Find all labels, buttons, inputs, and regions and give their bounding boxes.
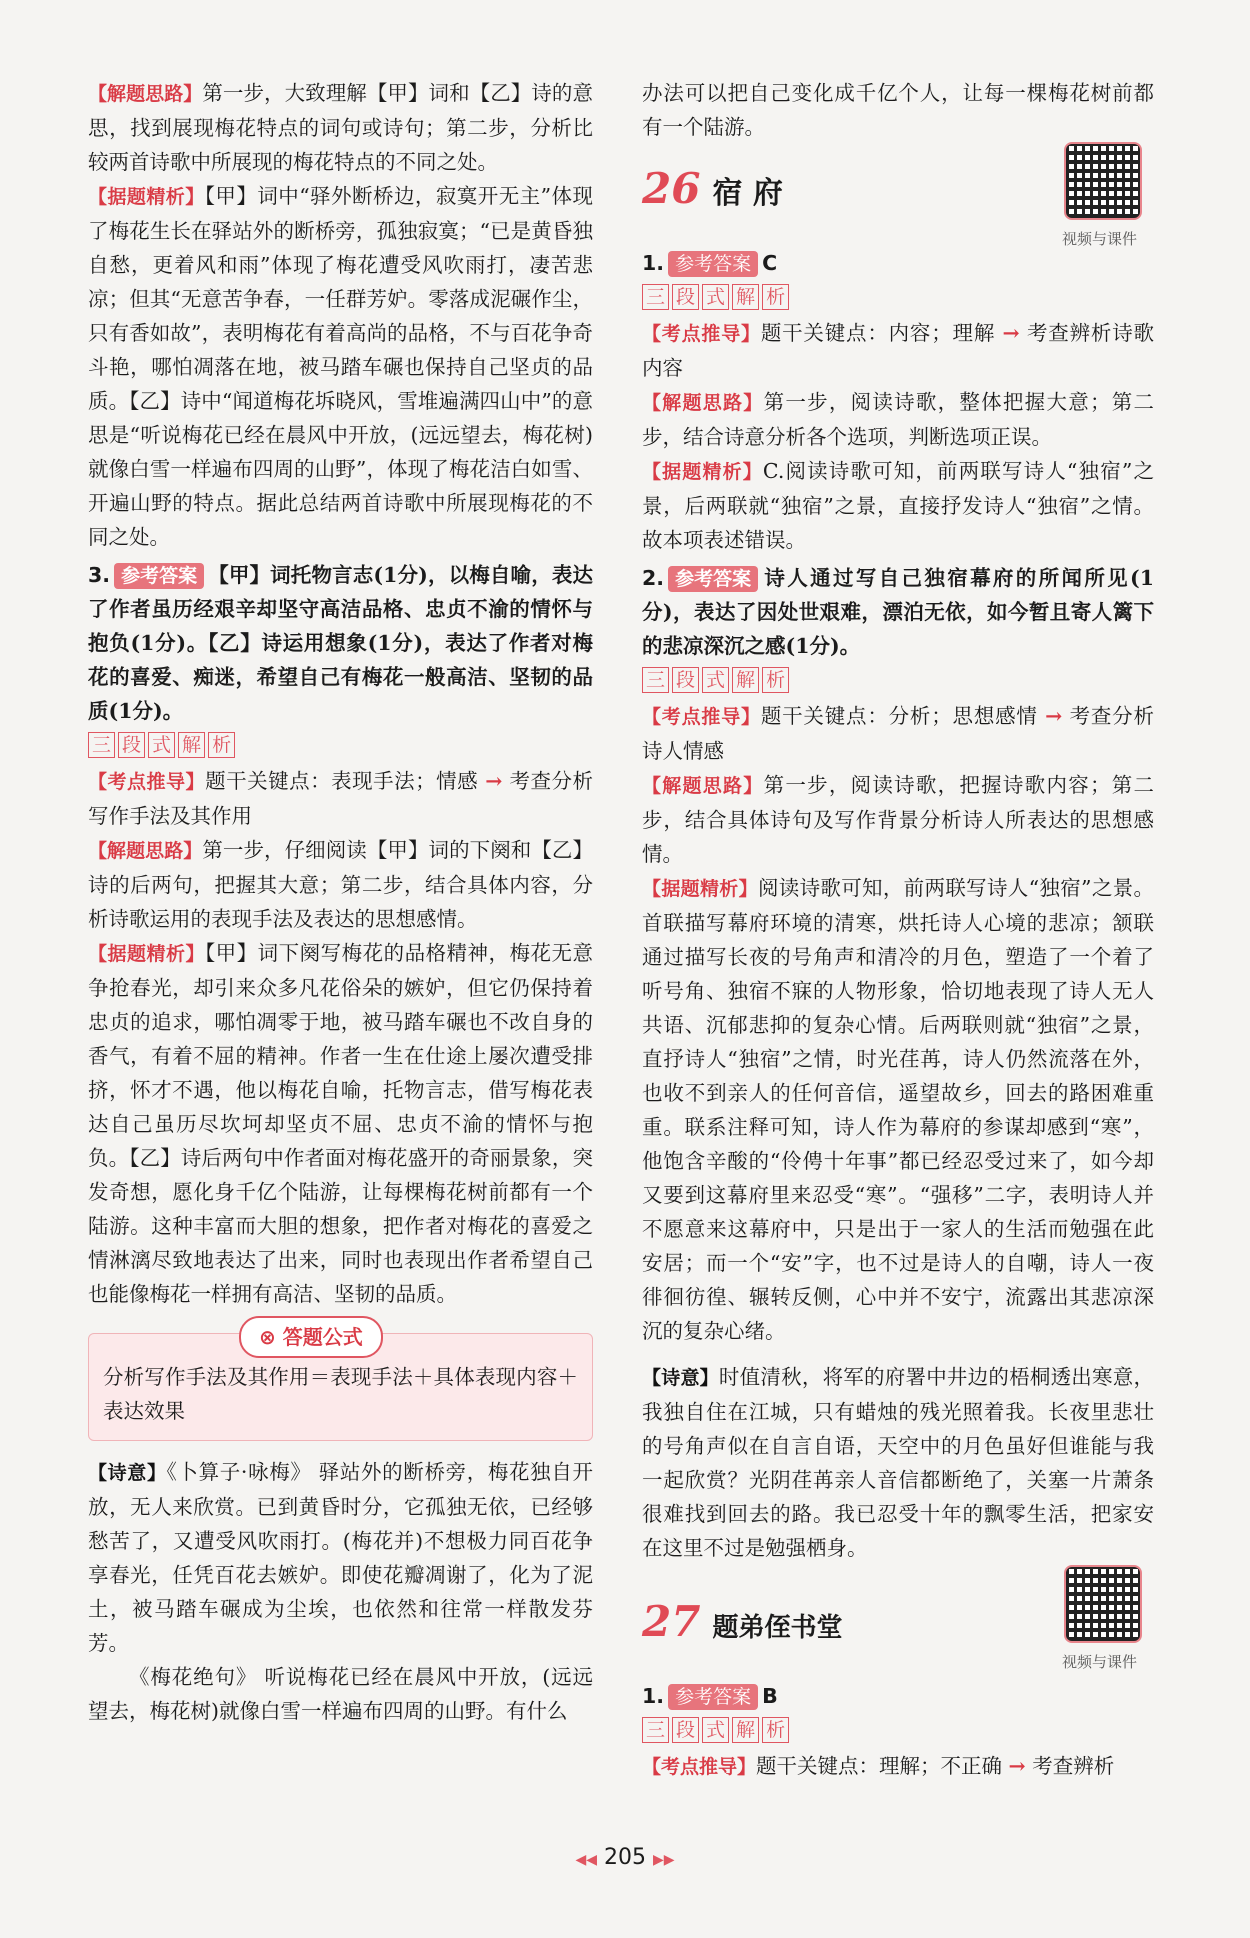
para	[88, 76, 593, 179]
section-number: 26	[642, 164, 701, 213]
answer-value: B	[762, 1684, 778, 1708]
char: 三	[642, 1717, 669, 1743]
text: 第一步，阅读诗歌，把握诗歌内容；第二步，结合具体诗句及写作背景分析诗人所表达的思想感情。	[642, 773, 1154, 866]
formula-text: 分析写作手法及其作用＝表现手法＋具体表现内容＋表达效果	[103, 1365, 578, 1423]
label: 【考点推导】	[642, 706, 761, 728]
text: 题干关键点：表现手法；情感	[205, 769, 479, 793]
right-column	[642, 76, 1154, 1784]
section-27-title	[642, 1597, 1154, 1679]
answer-text: 【甲】词托物言志(1分)，以梅自喻，表达了作者虽历经艰辛却坚守高洁品格、忠贞不渝的情怀与抱负(1分)。【乙】诗运用想象(1分)，表达了作者对梅花的喜爱、痴迷，希望自己有梅花一般高洁、坚韧的品质(1分)。	[88, 563, 593, 723]
para	[642, 316, 1154, 385]
question-number: 1.	[642, 1684, 665, 1708]
char: 段	[672, 1717, 699, 1743]
answer-badge: 参考答案	[668, 251, 758, 277]
char: 三	[642, 667, 669, 693]
three-step-label	[642, 667, 1154, 693]
left-column	[88, 76, 593, 1728]
label: 【诗意】	[642, 1367, 719, 1389]
para	[88, 833, 593, 936]
formula-header: ⊗ 答题公式	[239, 1316, 383, 1358]
answer-badge: 参考答案	[114, 563, 204, 589]
answer-badge: 参考答案	[668, 566, 758, 592]
char: 解	[732, 667, 759, 693]
para	[642, 385, 1154, 454]
next-arrow-icon: ▶▶	[653, 1852, 675, 1868]
section-title: 题弟侄书堂	[712, 1613, 843, 1643]
label: 【诗意】	[88, 1462, 167, 1484]
char: 析	[762, 667, 789, 693]
char: 式	[702, 284, 729, 310]
para	[642, 768, 1154, 871]
answer-badge: 参考答案	[668, 1684, 758, 1710]
para	[642, 871, 1154, 1348]
char: 式	[702, 667, 729, 693]
char: 式	[702, 1717, 729, 1743]
text: 时值清秋，将军的府署中井边的梧桐透出寒意，我独自住在江城，只有蜡烛的残光照着我。长夜里悲壮的号角声似在自言自语，天空中的月色虽好但谁能与我一起欣赏？光阴荏苒亲人音信都断绝了，关塞一片萧条很难找到回去的路。我已忍受十年的飘零生活，把家安在这里不过是勉强栖身。	[642, 1365, 1154, 1560]
text: 考查分析写作手法及其作用	[88, 769, 593, 828]
label: 【解题思路】	[88, 840, 203, 862]
label: 【据题精析】	[88, 186, 205, 208]
char: 三	[642, 284, 669, 310]
text: 【甲】词中“驿外断桥边，寂寞开无主”体现了梅花生长在驿站外的断桥旁，孤独寂寞；“已是黄昏独自愁，更着风和雨”体现了梅花遭受风吹雨打，凄苦悲凉；但其“无意苦争春，一任群芳妒。零落成泥碾作尘，只有香如故”，表明梅花有着高尚的品格，不与百花争奇斗艳，哪怕凋落在地，被马踏车碾也保持自己坚贞的品质。【乙】诗中“闻道梅花坼晓风，雪堆遍满四山中”的意思是“听说梅花已经在晨风中开放，(远远望去，梅花树)就像白雪一样遍布四周的山野”，体现了梅花洁白如雪、开遍山野的特点。据此总结两首诗歌中所展现梅花的不同之处。	[88, 184, 593, 549]
text: 第一步，阅读诗歌，整体把握大意；第二步，结合诗意分析各个选项，判断选项正误。	[642, 390, 1154, 449]
char: 段	[118, 732, 145, 758]
three-step-label	[88, 732, 593, 758]
para	[88, 179, 593, 554]
formula-title: 答题公式	[282, 1325, 363, 1349]
label: 【考点推导】	[642, 1756, 757, 1778]
label: 【解题思路】	[642, 775, 764, 797]
text: 考查分析诗人情感	[642, 704, 1154, 763]
label: 【考点推导】	[642, 323, 761, 345]
label: 【据题精析】	[88, 943, 205, 965]
arrow-icon: →	[1045, 704, 1063, 728]
prev-arrow-icon: ◀◀	[575, 1852, 597, 1868]
text: C.阅读诗歌可知，前两联写诗人“独宿”之景，后两联就“独宿”之景，直接抒发诗人“独宿”之情。故本项表述错误。	[642, 459, 1154, 552]
section-26-title	[642, 164, 1154, 248]
para	[88, 764, 593, 833]
formula-box	[88, 1325, 593, 1441]
char: 三	[88, 732, 115, 758]
answer-text: 诗人通过写自己独宿幕府的所闻所见(1分)，表达了因处世艰难，漂泊无依，如今暂且寄人篱下的悲凉深沉之感(1分)。	[642, 566, 1154, 658]
qr-code-icon[interactable]	[1064, 1565, 1142, 1643]
char: 段	[672, 284, 699, 310]
answer-1	[642, 1679, 1154, 1713]
text: 阅读诗歌可知，前两联写诗人“独宿”之景。首联描写幕府环境的清寒，烘托诗人心境的悲凉；颔联通过描写长夜的号角声和清冷的月色，塑造了一个着了听号角、独宿不寐的人物形象，恰切地表现了诗人无人共语、沉郁悲抑的复杂心情。后两联则就“独宿”之景，直抒诗人“独宿”之情，时光荏苒，诗人仍然流落在外，也收不到亲人的任何音信，遥望故乡，回去的路困难重重。联系注释可知，诗人作为幕府的参谋却感到“寒”，他饱含辛酸的“伶俜十年事”都已经忍受过来了，如今却又要到这幕府里来忍受“寒”。“强移”二字，表明诗人并不愿意来这幕府中，只是出于一家人的生活而勉强在此安居；而一个“安”字，也不过是诗人的自嘲，诗人一夜徘徊彷徨、辗转反侧，心中并不安宁，流露出其悲凉深沉的复杂心绪。	[642, 876, 1154, 1343]
question-number: 1.	[642, 251, 665, 275]
para	[88, 1455, 593, 1660]
char: 析	[762, 284, 789, 310]
char: 析	[208, 732, 235, 758]
text: 第一步，大致理解【甲】词和【乙】诗的意思，找到展现梅花特点的词句或诗句；第二步，分析比较两首诗歌中所展现的梅花特点的不同之处。	[88, 81, 593, 174]
three-step-label	[642, 284, 1154, 310]
answer-2	[642, 561, 1154, 663]
label: 【解题思路】	[88, 83, 203, 105]
text: 第一步，仔细阅读【甲】词的下阕和【乙】诗的后两句，把握其大意；第二步，结合具体内容，分析诗歌运用的表现手法及表达的思想感情。	[88, 838, 593, 931]
text: 《卜算子·咏梅》 驿站外的断桥旁，梅花独自开放，无人来欣赏。已到黄昏时分，它孤独无依，已经够愁苦了，又遭受风吹雨打。(梅花并)不想极力同百花争享春光，任凭百花去嫉妒。即使花瓣凋谢了，化为了泥土，被马踏车碾成为尘埃，也依然和往常一样散发芬芳。	[88, 1460, 593, 1655]
three-step-label	[642, 1717, 1154, 1743]
text: 题干关键点：分析；思想感情	[760, 704, 1038, 728]
para	[642, 1749, 1154, 1784]
label: 【解题思路】	[642, 392, 764, 414]
text: 题干关键点：内容；理解	[760, 321, 996, 345]
para	[88, 936, 593, 1311]
text: 【甲】词下阕写梅花的品格精神，梅花无意争抢春光，却引来众多凡花俗朵的嫉妒，但它仍保持着忠贞的追求，哪怕凋零于地，被马踏车碾也不改自身的香气，有着不屈的精神。作者一生在仕途上屡次遭受排挤，怀才不遇，他以梅花自喻，托物言志，借写梅花表达自己虽历尽坎坷却坚贞不屈、忠贞不渝的情怀与抱负。【乙】诗后两句中作者面对梅花盛开的奇丽景象，突发奇想，愿化身千亿个陆游，让每棵梅花树前都有一个陆游。这种丰富而大胆的想象，把作者对梅花的喜爱之情淋漓尽致地表达了出来，同时也表现出作者希望自己也能像梅花一样拥有高洁、坚韧的品质。	[88, 941, 593, 1306]
section-number: 27	[642, 1597, 701, 1646]
label: 【据题精析】	[642, 461, 763, 483]
char: 式	[148, 732, 175, 758]
arrow-icon: →	[1008, 1754, 1026, 1778]
question-number: 2.	[642, 566, 665, 590]
para	[642, 454, 1154, 557]
page-number: 205	[604, 1845, 646, 1870]
para: 办法可以把自己变化成千亿个人，让每一棵梅花树前都有一个陆游。	[642, 81, 1154, 139]
qr-caption: 视频与课件	[1062, 230, 1138, 248]
para	[642, 1360, 1154, 1565]
label: 【考点推导】	[88, 771, 206, 793]
question-number: 3.	[88, 563, 111, 587]
qr-code-icon[interactable]	[1064, 142, 1142, 220]
char: 解	[732, 284, 759, 310]
char: 段	[672, 667, 699, 693]
qr-caption: 视频与课件	[1062, 1653, 1138, 1671]
text: 题干关键点：理解；不正确	[756, 1754, 1003, 1778]
para: 《梅花绝句》 听说梅花已经在晨风中开放，(远远望去，梅花树)就像白雪一样遍布四周的山野。有什么	[88, 1665, 593, 1723]
para	[642, 699, 1154, 768]
answer-3	[88, 558, 593, 728]
section-title: 宿 府	[712, 176, 783, 211]
page-footer	[0, 1845, 1250, 1870]
text: 考查辨析诗歌内容	[642, 321, 1154, 380]
char: 解	[732, 1717, 759, 1743]
answer-value: C	[762, 251, 778, 275]
char: 析	[762, 1717, 789, 1743]
char: 解	[178, 732, 205, 758]
arrow-icon: →	[485, 769, 503, 793]
label: 【据题精析】	[642, 878, 758, 900]
arrow-icon: →	[1002, 321, 1020, 345]
text: 考查辨析	[1032, 1754, 1115, 1778]
